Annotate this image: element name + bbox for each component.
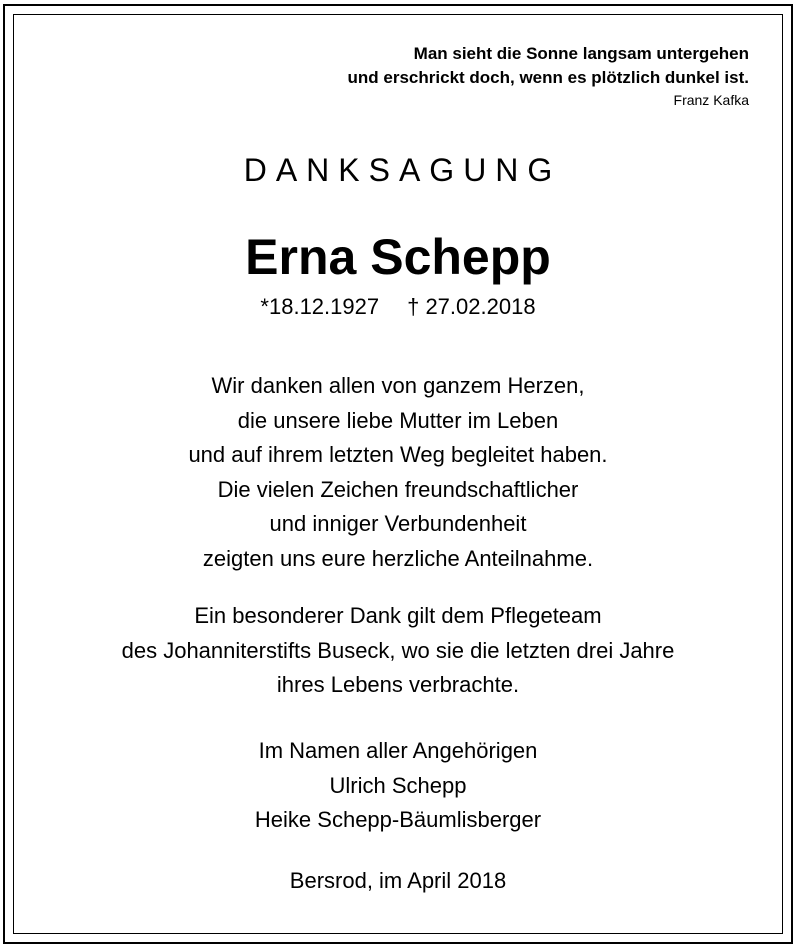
notice-heading: DANKSAGUNG xyxy=(243,152,562,188)
thanks-line: zeigten uns eure herzliche Anteilnahme. xyxy=(202,545,594,571)
thanks-line: und auf ihrem letzten Weg begleitet haben. xyxy=(188,442,608,467)
quote-author: Franz Kafka xyxy=(673,92,749,108)
place-date-line: Bersrod, im April 2018 xyxy=(289,868,507,893)
special-thanks-paragraph xyxy=(5,599,791,703)
signature-block xyxy=(5,734,791,838)
deceased-name: Erna Schepp xyxy=(245,229,551,285)
thanks-line: und inniger Verbundenheit xyxy=(269,511,527,536)
quote-line-2: und erschrickt doch, wenn es plötzlich dunkel ist. xyxy=(347,68,749,87)
thanks-line: Wir danken allen von ganzem Herzen, xyxy=(211,373,585,398)
thanks-line: die unsere liebe Mutter im Leben xyxy=(237,407,559,433)
special-thanks-line: Ein besonderer Dank gilt dem Pflegeteam xyxy=(194,603,602,628)
special-thanks-line: ihres Lebens verbrachte. xyxy=(276,672,520,697)
thanks-paragraph xyxy=(5,369,791,576)
signature-line: Ulrich Schepp xyxy=(329,772,467,798)
place-date xyxy=(5,864,791,899)
quote xyxy=(348,42,749,110)
death-date: † 27.02.2018 xyxy=(407,294,536,319)
notice-frame xyxy=(3,4,793,944)
birth-date: *18.12.1927 xyxy=(260,294,380,319)
signature-line: Heike Schepp-Bäumlisberger xyxy=(254,807,542,832)
thanks-line: Die vielen Zeichen freundschaftlicher xyxy=(217,476,579,502)
special-thanks-line: des Johanniterstifts Buseck, wo sie die letzten drei Jahre xyxy=(121,637,675,663)
signature-line: Im Namen aller Angehörigen xyxy=(258,738,538,763)
life-dates xyxy=(5,294,791,320)
quote-line-1: Man sieht die Sonne langsam untergehen xyxy=(413,44,749,63)
